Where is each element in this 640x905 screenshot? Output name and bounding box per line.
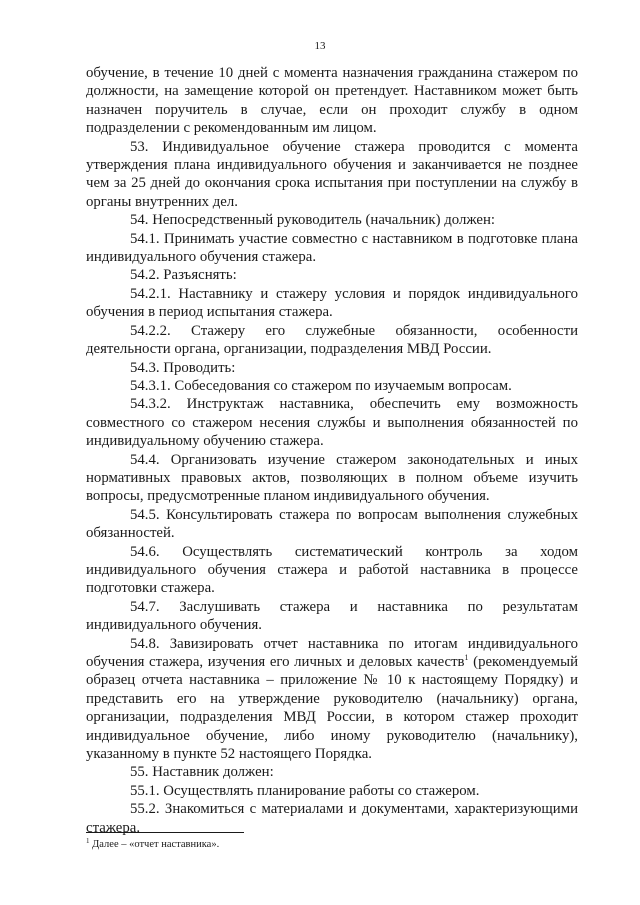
paragraph-54-7: 54.7. Заслушивать стажера и наставника по результатам индивидуального обучения. (86, 598, 578, 634)
paragraph-54-2-2: 54.2.2. Стажеру его служебные обязанности, особенности деятельности органа, организации, подразделения МВД России. (86, 322, 578, 358)
paragraph-54-8-text-rest: (рекомендуемый образец отчета наставника – приложение № 10 к настоящему Порядку) и представить его на утверждение руководителю (начальнику) органа, организации, подразделения МВД России, в котором стажер проходит индивидуальное обучение, либо иному руководителю (начальнику), указанному в пункте 52 настоящего Порядка. (86, 654, 578, 763)
paragraph-54-8 (86, 635, 578, 764)
footnote-divider (86, 832, 244, 833)
paragraph-54: 54. Непосредственный руководитель (начальник) должен: (130, 212, 495, 229)
footnote (86, 838, 578, 851)
paragraph-54-2-1: 54.2.1. Наставнику и стажеру условия и порядок индивидуального обучения в период испытания стажера. (86, 285, 578, 321)
paragraph-55: 55. Наставник должен: (130, 764, 274, 781)
paragraph-54-2: 54.2. Разъяснять: (130, 267, 237, 284)
paragraph-54-3-1: 54.3.1. Собеседования со стажером по изучаемым вопросам. (130, 377, 512, 394)
footnote-mark: 1 (86, 837, 90, 845)
paragraph-54-3-2: 54.3.2. Инструктаж наставника, обеспечить ему возможность совместного со стажером несения службы и выполнения обязанностей по индивидуальному обучению стажера. (86, 396, 578, 450)
paragraph-53: 53. Индивидуальное обучение стажера проводится с момента утверждения плана индивидуального обучения и заканчивается не позднее чем за 25 дней до окончания срока испытания при поступлении на службу в органы внутренних дел. (86, 138, 578, 210)
paragraph-54-6: 54.6. Осуществлять систематический контроль за ходом индивидуального обучения стажера и работой наставника в процессе подготовки стажера. (86, 543, 578, 597)
paragraph-54-5: 54.5. Консультировать стажера по вопросам выполнения служебных обязанностей. (86, 506, 578, 542)
paragraph-55-2: 55.2. Знакомиться с материалами и документами, характеризующими стажера. (86, 801, 578, 836)
footnote-text: Далее – «отчет наставника». (89, 839, 220, 850)
paragraph-54-1: 54.1. Принимать участие совместно с наставником в подготовке плана индивидуального обучения стажера. (86, 230, 578, 266)
document-body (86, 64, 578, 837)
paragraph-55-1: 55.1. Осуществлять планирование работы со стажером. (130, 782, 480, 799)
page-number: 13 (314, 40, 326, 52)
paragraph-54-3: 54.3. Проводить: (130, 359, 236, 376)
paragraph-continuation: обучение, в течение 10 дней с момента назначения гражданина стажером по должности, на замещение которой он претендует. Наставником может быть назначен поручитель в случае, если он проходит службу в одном подразделении с рекомендованным им лицом. (86, 65, 578, 137)
paragraph-54-4: 54.4. Организовать изучение стажером законодательных и иных нормативных правовых актов, позволяющих в полном объеме изучить вопросы, предусмотренные планом индивидуального обучения. (86, 451, 578, 505)
paragraph-54-8-text: 54.8. Завизировать отчет наставника по итогам индивидуального обучения стажера, изучения его личных и деловых качеств (86, 635, 578, 670)
footnote-reference: 1 (464, 653, 469, 662)
